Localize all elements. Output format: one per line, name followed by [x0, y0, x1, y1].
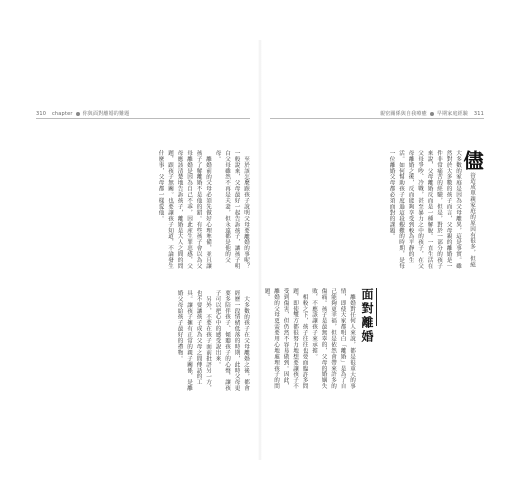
left-page-number: 310 — [36, 111, 47, 117]
left-top-paragraph-2: 離婚前的父母必須先做好心理準備，並且讓孩子了解離婚不是他的錯。有些孩子會以為父母離婚是因為自己不乖，因此產生罪惡感，父母應該清楚地告訴孩子，離婚是大人之間的問題，跟孩子無關。也要讓孩子知道，不論發生什麼事，父母都一樣愛他。 — [157, 150, 211, 269]
right-page-section-body — [263, 288, 356, 392]
left-bottom-paragraph-2: 另外，不要在孩子面前批評另一方，也不要讓孩子成為父母之間傳話的工具。讓孩子擁有正常的親子關係，是離婚父母給孩子最好的禮物。 — [176, 290, 211, 392]
chapter-label: chapter — [51, 111, 73, 117]
book-title: 親密關係與自我療癒 — [380, 111, 427, 117]
page-gutter — [258, 40, 262, 460]
section-label: 早期家庭經驗 — [436, 111, 469, 117]
section-paragraph-2: 相較之下，孩子往往也要面臨許多問題，即使雙方都很努力地想要讓孩子不受到傷害，但仍然不容易做到。因此，離婚的父母更需要用心地處理孩子的問題。 — [263, 288, 308, 390]
drop-cap: 儘 — [460, 150, 484, 171]
left-header-rule — [36, 118, 250, 119]
left-bottom-paragraph-1: 大多數的孩子在父母離婚之後，都會經歷一段情緒低落的時期，此時父母更要多陪伴孩子、傾聽孩子的心聲，讓孩子可以把心中的感受說出來。 — [214, 290, 249, 392]
left-page-top-body — [36, 150, 250, 270]
right-header-rule — [270, 118, 484, 119]
header-dot-icon — [76, 112, 80, 116]
right-page-number: 311 — [473, 111, 484, 117]
right-page-intro — [268, 150, 482, 270]
section-paragraph-1: 離婚對任何人來說，都是很重大的事情，即使大家都明白「離婚」是為了自己能夠更幸福，但是依然會帶來許多的傷痛。孩子是最無辜的，父母的婚姻失敗，不應該讓孩子來承擔。 — [311, 288, 355, 390]
header-dot-icon — [430, 112, 434, 116]
section-title: 面對離婚 — [360, 288, 374, 344]
left-page-header — [36, 110, 129, 117]
left-top-paragraph-1: 至於該怎麼跟孩子說明父母要離婚的事呢？一般說來，父母最好一起告訴孩子，讓孩子明白父母雖然不再是夫妻，但永遠都是他的父母。 — [214, 150, 249, 269]
section-title-rule — [376, 288, 377, 326]
right-page-header — [380, 110, 484, 117]
intro-paragraph: 儘管造成單親家庭的原因有很多，但絕大多數的家庭是因為父母離異，這是事實。雖然對於大多數的孩子而言，父母親的離婚是一件非常痛苦的經驗，但是，對於一部分的孩子來說，父母離婚反而是一種解脫。一直生活在父母爭吵、冷戰，甚至暴力之中的孩子，在父母離婚之後，反而能夠享受到較為平靜的生活。如何幫助孩子度過這段艱難的時期，是每一位離婚父母都必須面對的課題。 — [388, 150, 484, 269]
left-page-bottom-body — [36, 290, 250, 392]
chapter-title: 你與面對離婚的難題 — [82, 111, 130, 117]
